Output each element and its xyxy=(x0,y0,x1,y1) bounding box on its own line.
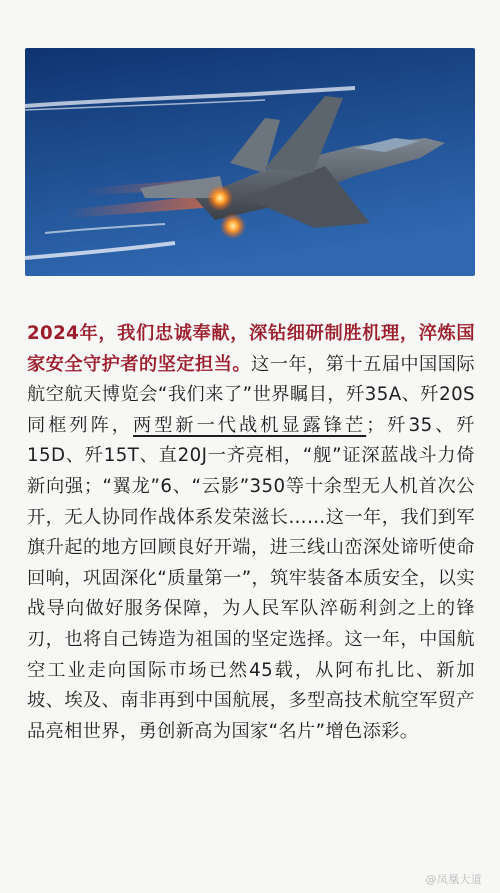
article-lead: 2024年，我们忠诚奉献，深钻细研制胜机理，淬炼国家安全守护者的坚定担当。 xyxy=(27,323,475,375)
article-text-2: ；歼35、歼15D、歼15T、直20J一齐亮相，“舰”证深蓝战斗力倚新向强；“翼龙”6、“云影”350等十余型无人机首次公开，无人协同作战体系发荣滋长……这一年，我们到军旗升起的地方回顾良好开端，进三线山峦深处谛听使命回响，巩固深化“质量第一”，筑牢装备本质安全，以实战导向做好服务保障，为人民军队淬砺利剑之上的锋刃，也将自己铸造为祖国的坚定选择。这一年，中国航空工业走向国际市场已然45载，从阿布扎比、新加坡、埃及、南非再到中国航展，多型高技术航空军贸产品亮相世界，勇创新高为国家“名片”增色添彩。 xyxy=(27,414,475,742)
watermark: @凤凰大道 xyxy=(425,873,482,886)
article-underlined-phrase: 两型新一代战机显露锋芒 xyxy=(133,414,367,436)
fighter-jet-image xyxy=(25,48,475,276)
article-paragraph xyxy=(27,319,475,747)
fighter-jet-photo xyxy=(25,48,475,276)
article-text-1: 这一年，第十五届中国国际航空航天博览会“我们来了”世界瞩目，歼35A、歼20S同框列阵， xyxy=(27,353,475,436)
